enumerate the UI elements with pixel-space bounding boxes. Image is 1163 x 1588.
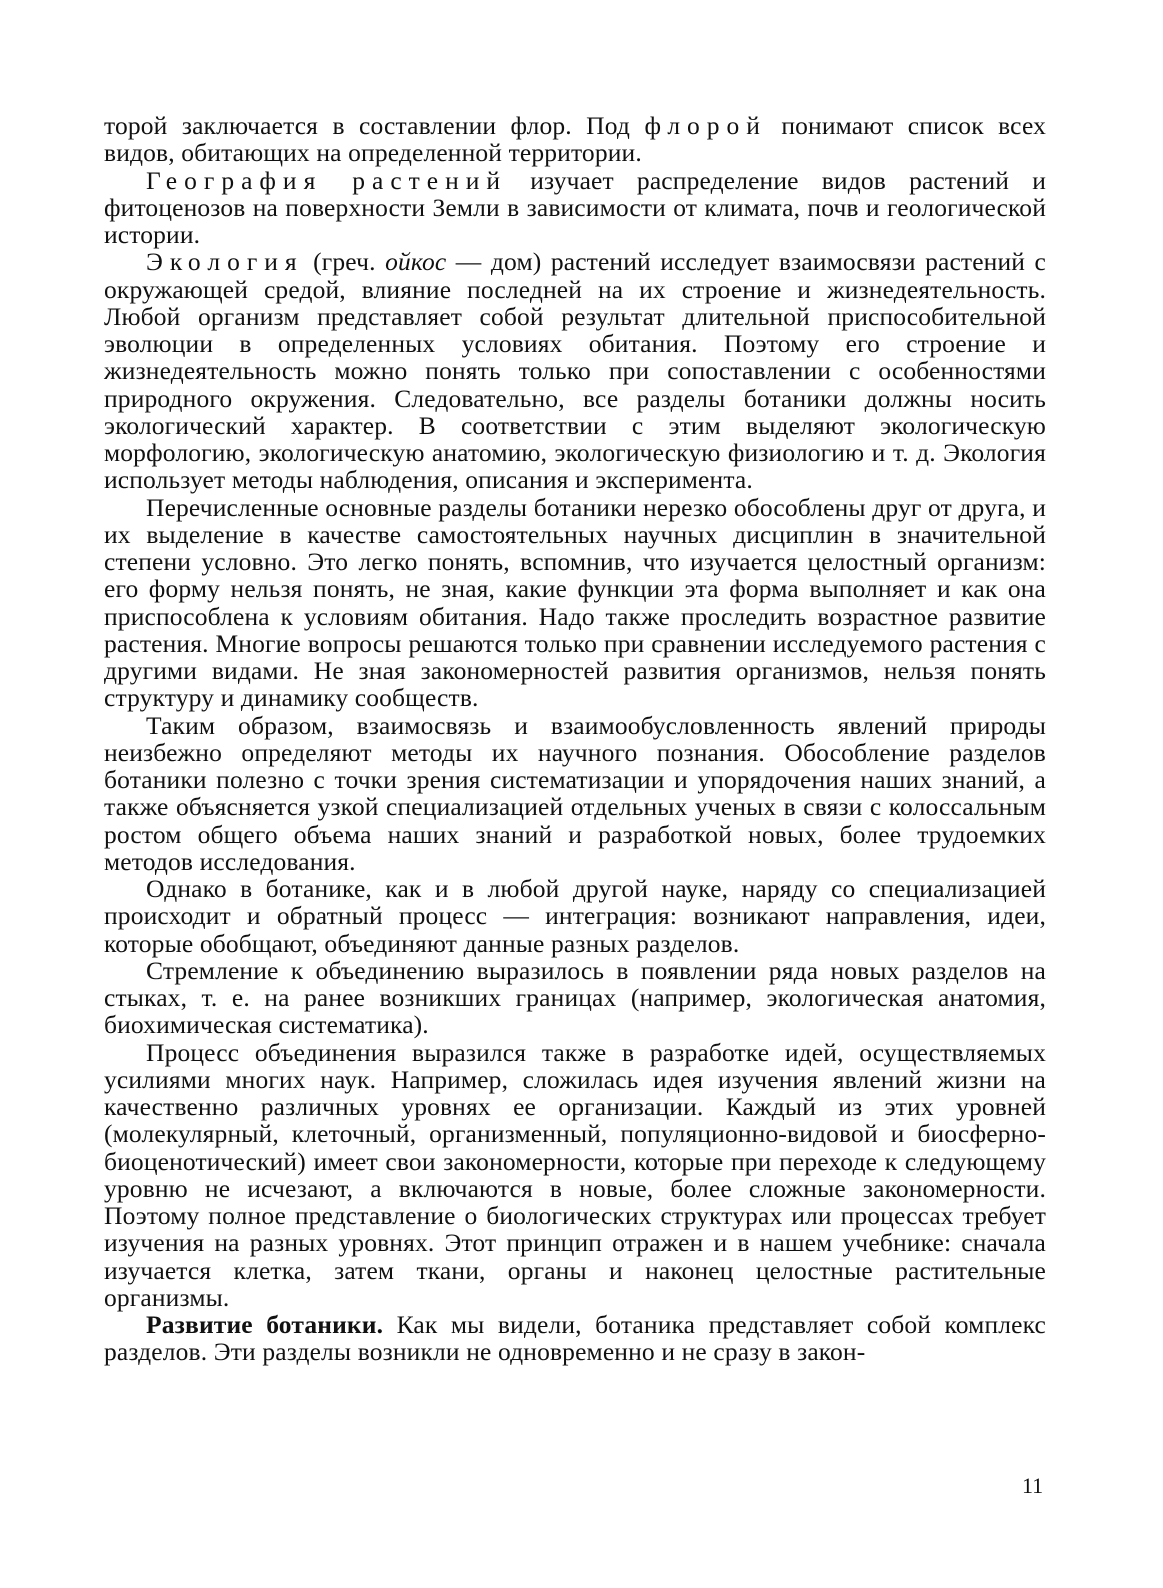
text-segment: Процесс объединения выразился также в разработке идей, осуществляемых усилиями многих наук. Например, сложилась идея изучения явлений жизни на качественно различных уровнях ее организации. Каждый из этих уровней (молекулярный, клеточный, организменный, популяционно-видовой и биосферно-биоценотический) имеет свои закономерности, которые при переходе к следующему уровню не исчезают, а включаются в новые, более сложные закономерности. Поэтому полное представление о биологических структурах или процессах требует изучения на разных уровнях. Этот принцип отражен и в нашем учебнике: сначала изучается клетка, затем ткани, органы и наконец целостные растительные организмы.	[104, 1037, 1046, 1312]
text-segment: Однако в ботанике, как и в любой другой науке, наряду со специализацией происходит и обратный процесс — интеграция: возникают направления, идеи, которые обобщают, объединяют данные разных разделов.	[104, 874, 1046, 958]
paragraph-plant-geography	[104, 167, 1046, 249]
section-heading: Развитие ботаники.	[146, 1310, 384, 1339]
paragraph-interrelation	[104, 712, 1046, 876]
paragraph-integration	[104, 875, 1046, 957]
term-flora: флорой	[644, 111, 767, 140]
text-segment: Таким образом, взаимосвязь и взаимообусловленность явлений природы неизбежно определяют методы их научного познания. Обособление разделов ботаники полезно с точки зрения систематизации и упорядочения наших знаний, а также объясняется узкой специализацией отдельных ученых в связи с колоссальным ростом общего объема наших знаний и разработкой новых, более трудоемких методов исследования.	[104, 710, 1046, 876]
term-oikos: ойкос	[385, 247, 447, 277]
term-ecology: Экология	[146, 247, 304, 277]
text-segment: Стремление к объединению выразилось в появлении ряда новых разделов на стыках, т. е. на ранее возникших границах (например, экологическая анатомия, биохимическая систематика).	[104, 955, 1046, 1040]
paragraph-unification	[104, 957, 1046, 1039]
text-segment: Как мы видели, ботаника представляет собой комплекс разделов. Эти разделы возникли не одновременно и не сразу в закон-	[104, 1310, 1046, 1367]
text-segment: (греч.	[303, 247, 386, 277]
page-number: 11	[1022, 1473, 1044, 1498]
paragraph-flora	[104, 112, 1046, 167]
text-segment: понимают список всех видов, обитающих на определенной территории.	[104, 111, 1046, 168]
text-segment: изучает распределение видов растений и фитоценозов на поверхности Земли в зависимости от климата, почв и геологической истории.	[104, 165, 1046, 249]
body-text	[104, 112, 1046, 1366]
paragraph-levels	[104, 1039, 1046, 1312]
term-plant-geography: География растений	[146, 165, 508, 195]
paragraph-ecology	[104, 248, 1046, 493]
paragraph-sections	[104, 494, 1046, 712]
text-segment: торой заключается в составлении флор. Под	[104, 111, 645, 140]
text-segment: — дом) растений исследует взаимосвязи растений с окружающей средой, влияние последней на их строение и жизнедеятельность. Любой организм представляет собой результат длительной приспособительной эволюции в определенных условиях обитания. Поэтому его строение и жизнедеятельность можно понять только при сопоставлении с особенностями природного окружения. Следовательно, все разделы ботаники должны носить экологический характер. В соответствии с этим выделяют экологическую морфологию, экологическую анатомию, экологическую физиологию и т. д. Экология использует методы наблюдения, описания и эксперимента.	[104, 247, 1046, 495]
paragraph-botany-development	[104, 1311, 1046, 1366]
text-segment: Перечисленные основные разделы ботаники нерезко обособлены друг от друга, и их выделение в качестве самостоятельных научных дисциплин в значительной степени условно. Это легко понять, вспомнив, что изучается целостный организм: его форму нельзя понять, не зная, какие функции эта форма выполняет и как она приспособлена к условиям обитания. Надо также проследить возрастное развитие растения. Многие вопросы решаются только при сравнении исследуемого растения с другими видами. Не зная закономерностей развития организмов, нельзя понять структуру и динамику сообществ.	[104, 492, 1046, 713]
